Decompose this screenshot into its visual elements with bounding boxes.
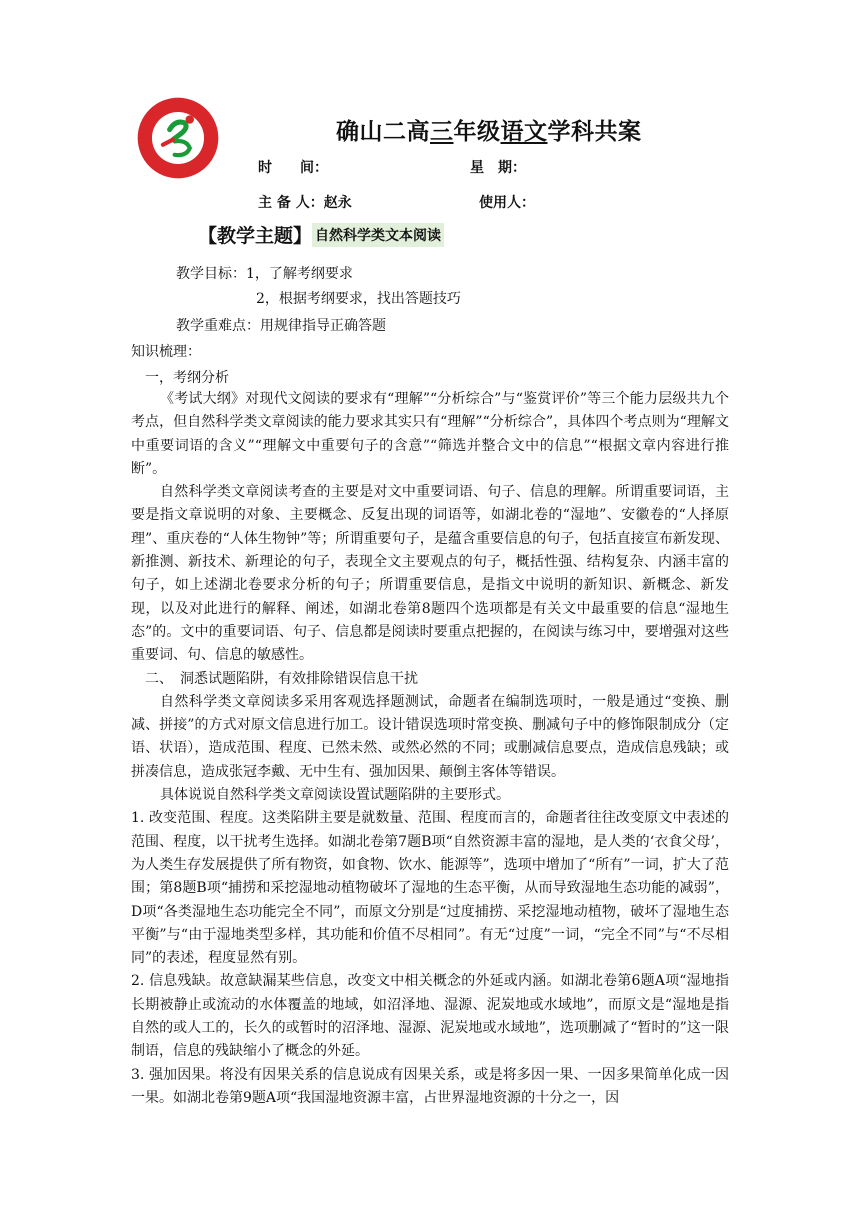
paragraph: 自然科学类文章阅读多采用客观选择题测试，命题者在编制选项时，一般是通过“变换、删减、拼接”的方式对原文信息进行加工。设计错误选项时常变换、删减句子中的修饰限制成分（定语、状语），造成范围、程度、已然未然、或然必然的不同；或删减信息要点，造成信息残缺；或拼凑信息，造成张冠李戴、无中生有、强加因果、颠倒主客体等错误。 — [131, 693, 729, 780]
list-item: 2. 信息残缺。故意缺漏某些信息，改变文中相关概念的外延或内涵。如湖北卷第6题A项“湿地指长期被静止或流动的水体覆盖的地域，如沼泽地、湿源、泥炭地或水域地”，而原文是“湿地是指自然的或人工的，长久的或暂时的沼泽地、湿源、泥炭地或水域地”，选项删减了“暂时的”这一限制语，信息的残缺缩小了概念的外延。 — [131, 973, 729, 1060]
paragraph: 《考试大纲》对现代文阅读的要求有“理解”“分析综合”与“鉴赏评价”等三个能力层级共九个考点，但自然科学类文章阅读的能力要求其实只有“理解”“分析综合”，具体四个考点则为“理解文中重要词语的含义”“理解文中重要句子的含意”“筛选并整合文中的信息”“根据文章内容进行推断”。 — [131, 391, 729, 477]
key-points: 教学重难点：用规律指导正确答题 — [176, 318, 386, 334]
subheading-1: 一，考纲分析 — [145, 370, 229, 386]
paragraph: 具体说说自然科学类文章阅读设置试题陷阱的主要形式。 — [160, 787, 510, 804]
document-body — [131, 388, 729, 1110]
weekday-label: 星 期： — [470, 160, 526, 176]
list-item: 1. 改变范围、程度。这类陷阱主要是就数量、范围、程度而言的，命题者往往改变原文中表述的范围、程度，以干扰考生选择。如湖北卷第7题B项“自然资源丰富的湿地，是人类的‘衣食父母’，为人类生存发展提供了所有物资，如食物、饮水、能源等”，选项中增加了“所有”一词，扩大了范围；第8题B项“捕捞和采挖湿地动植物破坏了湿地的生态平衡，从而导致湿地生态功能的减弱”，D项“各类湿地生态功能完全不同”，而原文分别是“过度捕捞、采挖湿地动植物，破坏了湿地生态平衡”与“由于湿地类型多样，其功能和价值不尽相同”。有无“过度”一词，“完全不同”与“不尽相同”的表述，程度显然有别。 — [131, 810, 729, 967]
list-item: 3. 强加因果。将没有因果关系的信息说成有因果关系，或是将多因一果、一因多果简单化成一因一果。如湖北卷第9题A项“我国湿地资源丰富，占世界湿地资源的十分之一，因 — [131, 1066, 729, 1106]
subheading-2: 二、 洞悉试题陷阱，有效排除错误信息干扰 — [145, 670, 418, 687]
topic-heading: 【教学主题】 — [198, 225, 313, 247]
goal-2: 2，根据考纲要求，找出答题技巧 — [256, 291, 461, 307]
teaching-topic — [198, 221, 444, 248]
paragraph: 自然科学类文章阅读考查的主要是对文中重要词语、句子、信息的理解。所谓重要词语，主要是指文章说明的对象、主要概念、反复出现的词语等，如湖北卷的“湿地”、安徽卷的“人择原理”、重庆卷的“人体生物钟”等；所谓重要句子，是蕴含重要信息的句子，包括直接宣布新发现、新推测、新技术、新理论的句子，表现全文主要观点的句子，概括性强、结构复杂、内涵丰富的句子，如上述湖北卷要求分析的句子；所谓重要信息，是指文中说明的新知识、新概念、新发现，以及对此进行的解释、阐述，如湖北卷第8题四个选项都是有关文中最重要的信息“湿地生态”的。文中的重要词语、句子、信息都是阅读时要重点把握的，在阅读与练习中，要增强对这些重要词、句、信息的敏感性。 — [131, 484, 729, 664]
goal-1: 教学目标：1，了解考纲要求 — [176, 266, 353, 282]
topic-value: 自然科学类文本阅读 — [312, 223, 444, 247]
page-title: 确山二高三年级语文学科共案 — [336, 118, 642, 145]
user-label: 使用人： — [479, 195, 535, 211]
preparer-label: 主 备 人：赵永 — [258, 195, 352, 211]
school-logo — [136, 96, 220, 180]
time-label: 时 间： — [258, 160, 328, 176]
section-heading: 知识梳理： — [131, 344, 201, 360]
